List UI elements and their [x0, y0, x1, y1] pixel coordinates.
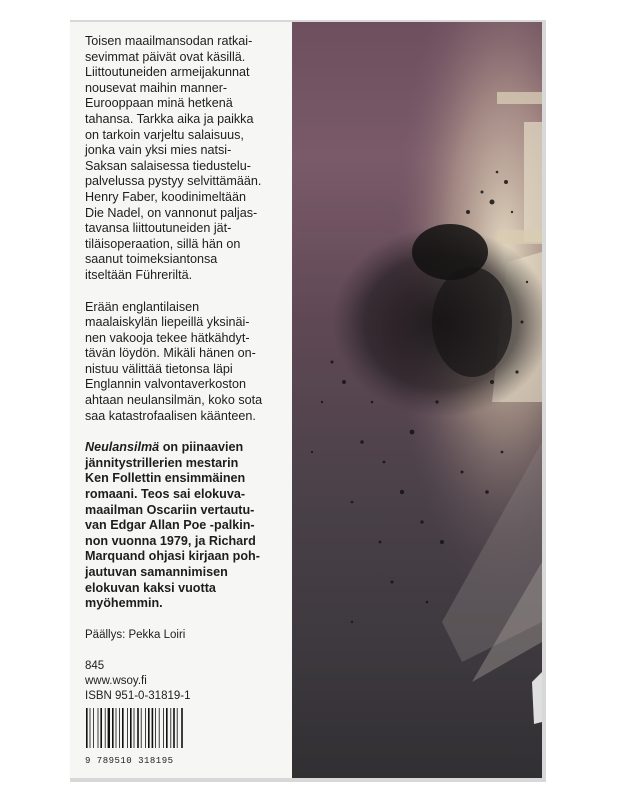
blurb-paragraph-1: Toisen maailmansodan ratkai- sevimmat päivät ovat käsillä. Liittoutuneiden armeijakunnat nousevat maihin manner- Eurooppaan minä hetkenä tahansa. Tarkka aika ja paikka on tarkoin varjeltu salaisuus, jonka vain yksi mies natsi- Saksan salaisessa tiedustelu- palvelussa pystyy selvittämään. Henry Faber, koodinimeltään Die Nadel, on vannonut paljas- tavansa liittoutuneiden jät- tiläisoperaation, sillä hän on saanut toimeksiantonsa itseltään Führeriltä. [85, 34, 262, 282]
barcode-bars [85, 708, 185, 748]
blurb-paragraph-2: Erään englantilaisen maalaiskylän liepeillä yksinäi- nen vakooja tekee hätkähdyt- tävän löydön. Mikäli hänen on- nistuu välittää tietonsa läpi Englannin valvontaverkoston ahtaan neulansilmän, koko sota saa katastrofaalisen käänteen. [85, 299, 263, 423]
barcode-digits: 9 789510 318195 [85, 755, 174, 766]
product-code: 845 [85, 660, 105, 673]
blurb-paragraph-3 [85, 440, 282, 612]
cover-photo-art [292, 22, 542, 778]
cover-photo [292, 22, 542, 778]
text-panel [70, 22, 292, 778]
isbn-number: ISBN 951-0-31819-1 [85, 690, 191, 703]
publisher-website: www.wsoy.fi [85, 675, 147, 688]
blurb-paragraph-3-text: on piinaavien jännitystrillerien mestarin Ken Follettin ensimmäinen romaani. Teos sai elokuva- maailman Oscariin vertautu- van Edgar Allan Poe -palkin- non vuonna 1979, ja Richard Marquand ohjasi kirjaan poh- jautuvan samannimisen elokuvan kaksi vuotta myöhemmin. [85, 440, 260, 611]
book-back-cover [70, 22, 542, 778]
publication-info [85, 659, 282, 704]
book-title-italic: Neulansilmä [85, 440, 160, 455]
barcode [85, 708, 185, 769]
cover-credit: Päällys: Pekka Loiri [85, 628, 186, 641]
